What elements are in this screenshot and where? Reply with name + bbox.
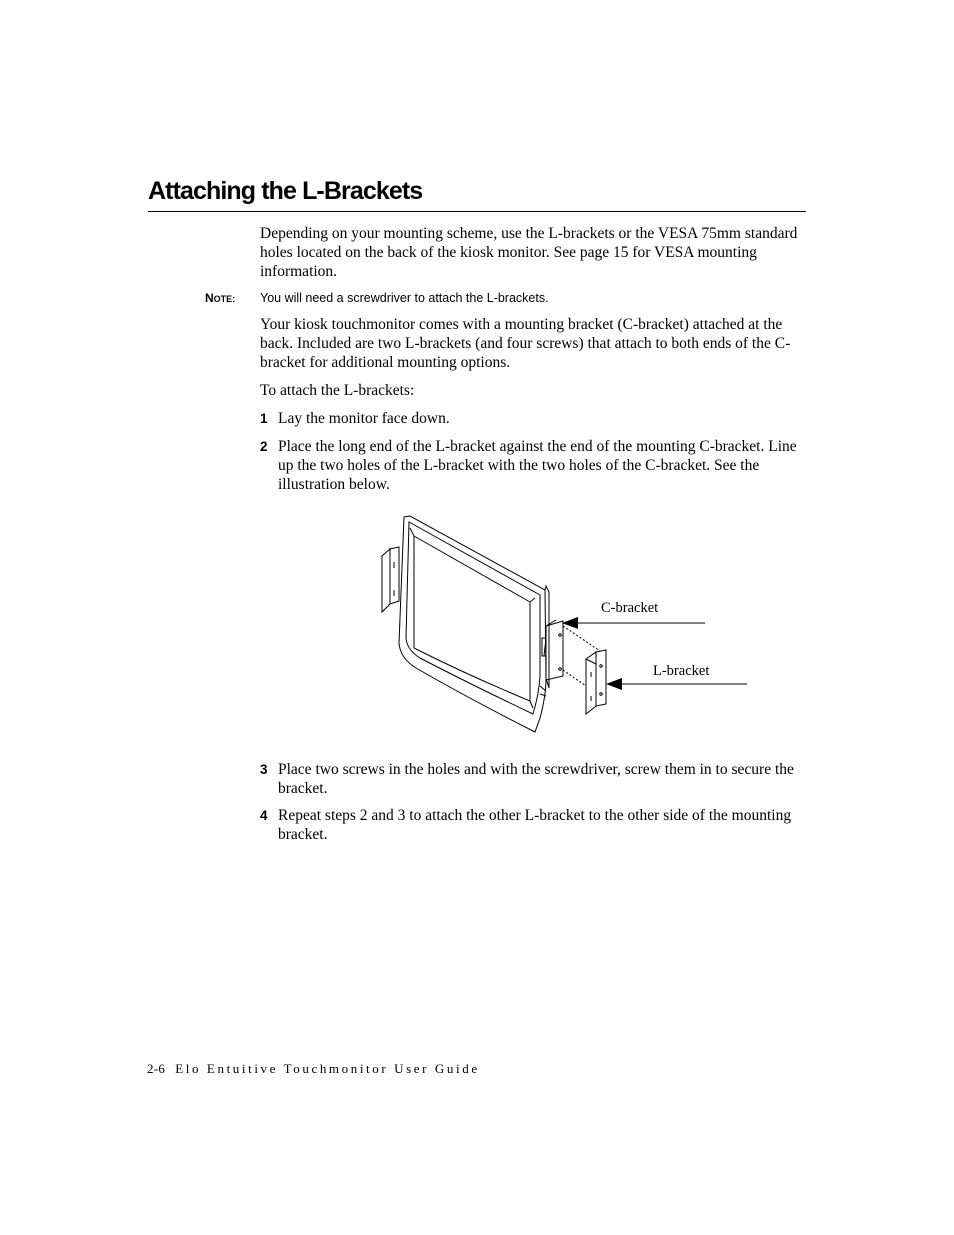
page-number: 2-6 bbox=[147, 1061, 166, 1076]
step-text: Repeat steps 2 and 3 to attach the other L-bracket to the other side of the mounting bracket. bbox=[278, 807, 792, 843]
right-l-bracket-icon bbox=[586, 650, 606, 714]
step-number: 1 bbox=[260, 411, 268, 426]
step-text: Place the long end of the L-bracket against the end of the mounting C-bracket. Line up the two holes of the L-bracket with the two holes of the C-bracket. See the illustration below. bbox=[278, 438, 797, 493]
step-number: 2 bbox=[260, 439, 268, 454]
section-heading: Attaching the L-Brackets bbox=[148, 177, 423, 205]
note-label: NOTE: bbox=[205, 291, 236, 305]
note-text: You will need a screwdriver to attach the L-brackets. bbox=[260, 291, 549, 305]
step-number: 4 bbox=[260, 808, 268, 823]
heading-rule bbox=[148, 211, 806, 212]
footer-title: Elo Entuitive Touchmonitor User Guide bbox=[175, 1061, 480, 1076]
l-bracket-illustration bbox=[370, 508, 770, 744]
intro-paragraph: Depending on your mounting scheme, use the L-brackets or the VESA 75mm standard holes located on the back of the kiosk monitor. See page 15 for VESA mounting information. bbox=[260, 225, 798, 280]
left-l-bracket-icon bbox=[382, 547, 399, 612]
step-number: 3 bbox=[260, 762, 268, 777]
bracket-description-paragraph: Your kiosk touchmonitor comes with a mounting bracket (C-bracket) attached at the back. Included are two L-brackets (and four screws) that attach to both ends of the C-bracket for additional mounting options. bbox=[260, 316, 791, 371]
step-text: Lay the monitor face down. bbox=[278, 410, 450, 427]
monitor-icon bbox=[399, 516, 549, 732]
l-bracket-label: L-bracket bbox=[653, 663, 710, 679]
step-text: Place two screws in the holes and with the screwdriver, screw them in to secure the bracket. bbox=[278, 761, 794, 797]
l-bracket-arrow-icon bbox=[606, 678, 622, 690]
page-footer bbox=[147, 1061, 480, 1077]
instructions-lead-in: To attach the L-brackets: bbox=[260, 382, 415, 399]
c-bracket-label: C-bracket bbox=[601, 600, 659, 616]
alignment-guides bbox=[563, 626, 600, 686]
